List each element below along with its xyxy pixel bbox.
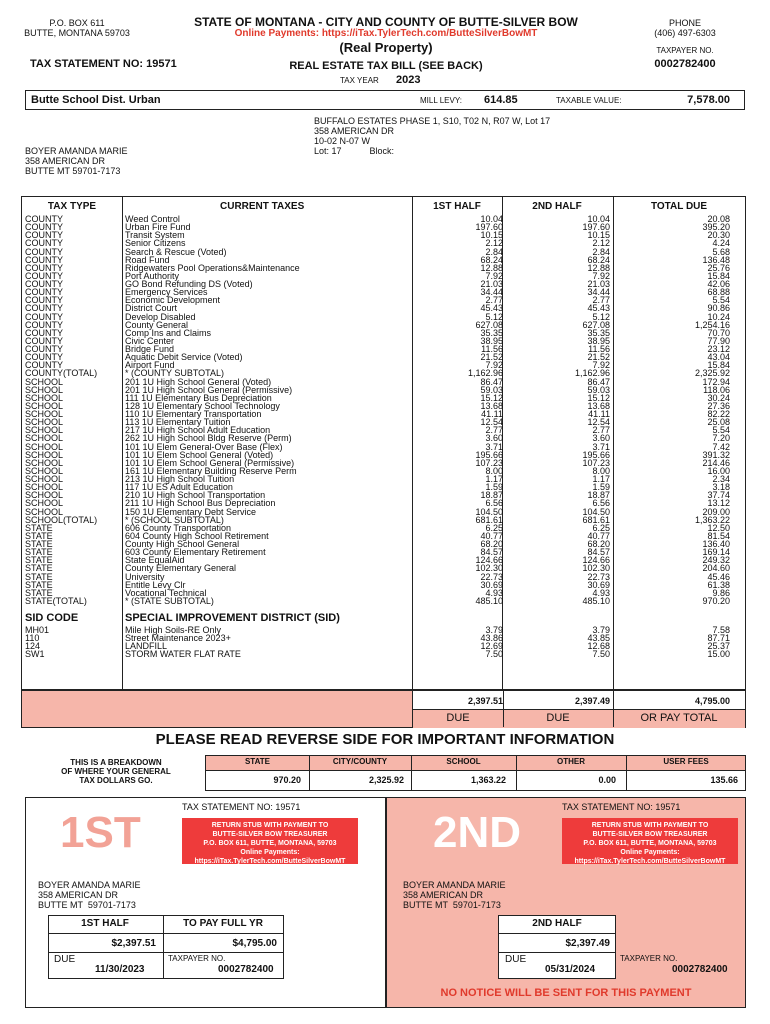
second-stub-return-info: RETURN STUB WITH PAYMENT TO BUTTE-SILVER BOW TREASURER P.O. BOX 611, BUTTE, MONTANA, 59703 Online Payments: https://iTax.TylerTech.com/ButteSilverBowMT xyxy=(562,818,738,864)
sid-first-half: 3.79 43.86 12.69 7.50 xyxy=(480,625,503,660)
first-stub-taxpayer-label: TAXPAYER NO. xyxy=(168,954,226,963)
breakdown-header-city-county: CITY/COUNTY xyxy=(332,757,388,766)
online-payments-link[interactable]: Online Payments: https://iTax.TylerTech.com/ButteSilverBowMT xyxy=(234,28,538,39)
breakdown-other: 0.00 xyxy=(598,775,616,785)
second-stub-half-label: 2ND HALF xyxy=(532,918,582,929)
total-first-half: 2,397.51 xyxy=(467,696,503,706)
first-stub-statement: TAX STATEMENT NO: 19571 xyxy=(182,802,301,812)
taxable-value-label: TAXABLE VALUE: xyxy=(556,96,622,105)
owner-street: 358 AMERICAN DR xyxy=(25,156,106,166)
breakdown-header-user-fees: USER FEES xyxy=(663,757,709,766)
first-half-column: 10.04 197.60 10.15 2.12 2.84 68.24 12.88 7.92 21.03 34.44 2.77 45.43 5.12 627.08 35.35 38.95 11.56 21.52 7.92 1,162.96 86.47 59.03 15.12 13.68 41.11 12.54 2.77 3.60 3.71 195.66 107.23 8.00 1.17 1.59 18.87 6.56 104.50 681.61 6.25 40.77 68.20 84.57 124.66 102.30 22.73 30.69 4.93 485.10 xyxy=(467,214,503,606)
first-stub-due-label: DUE xyxy=(54,954,76,965)
header-first-half: 1ST HALF xyxy=(433,201,481,212)
breakdown-school: 1,363.22 xyxy=(470,775,506,785)
owner-address xyxy=(25,146,128,176)
legal-line: BUFFALO ESTATES PHASE 1, S10, T02 N, R07 W, Lot 17 xyxy=(314,116,551,126)
second-stub-taxpayer-label: TAXPAYER NO. xyxy=(620,954,678,963)
first-stub-full-label: TO PAY FULL YR xyxy=(183,918,263,929)
breakdown-user-fees: 135.66 xyxy=(710,775,738,785)
owner-name: BOYER AMANDA MARIE xyxy=(25,146,128,156)
description-column: Weed Control Urban Fire Fund Transit System Senior Citizens Search & Rescue (Voted) Road Fund Ridgewaters Pool Operations&Maintenance Port Authority GO Bond Refunding DS (Voted) Emergency Services Economic Development District Court Develop Disabled County General Comp Ins and Claims Civic Center Bridge Fund Aquatic Debit Service (Voted) Airport Fund * (COUNTY SUBTOTAL) 201 1U High School General (Voted) 201 1U High School General (Permissive) 111 1U Elementary Bus Depreciation 128 1U Elementary School Technology 110 1U Elementary Transportation 113 1U Elementary Tuition 217 1U High School Adult Education 262 1U High School Bldg Reserve (Perm) 101 1U Elem General-Over Base (Flex) 101 1U Elem School General (Voted) 101 1U Elem School General (Permissive) 161 1U Elementary Building Reserve Perm 213 1U High School Tuition 117 1U ES Adult Education 210 1U High School Transportation 211 1U High School Bus Depreciation 150 1U Elementary Debt Service * (SCHOOL SUBTOTAL) 606 County Transportation 604 County High School Retirement County High School General 603 County Elementary Retirement State EqualAid County Elementary General University Entitle Levy Clr Vocational Technical * (STATE SUBTOTAL) xyxy=(125,214,300,606)
due-first-label: DUE xyxy=(446,712,470,724)
real-estate-bill-title: REAL ESTATE TAX BILL (SEE BACK) xyxy=(289,60,483,72)
total-full-year: 4,795.00 xyxy=(694,696,730,706)
sid-descriptions: Mile High Soils-RE Only Street Maintenance 2023+ LANDFILL STORM WATER FLAT RATE xyxy=(125,625,241,660)
header-tax-type: TAX TYPE xyxy=(47,201,97,212)
second-stub-statement: TAX STATEMENT NO: 19571 xyxy=(562,802,681,812)
second-stub-half-amount: $2,397.49 xyxy=(565,938,610,949)
first-stub-full-amount: $4,795.00 xyxy=(232,938,277,949)
first-stub-taxpayer-no: 0002782400 xyxy=(218,964,274,975)
header-total-due: TOTAL DUE xyxy=(650,201,708,212)
legal-description xyxy=(314,116,550,156)
owner-city: BUTTE MT 59701-7173 xyxy=(25,166,121,176)
legal-line: 358 AMERICAN DR xyxy=(314,126,395,136)
first-stub-big-label: 1ST xyxy=(60,808,141,857)
first-stub-return-info: RETURN STUB WITH PAYMENT TO BUTTE-SILVER BOW TREASURER P.O. BOX 611, BUTTE, MONTANA, 59703 Online Payments: https://iTax.TylerTech.com/ButteSilverBowMT xyxy=(182,818,358,864)
sid-codes: MH01 110 124 SW1 xyxy=(25,625,50,660)
due-second-label: DUE xyxy=(546,712,570,724)
breakdown-header-state: STATE xyxy=(244,757,271,766)
header-current-taxes: CURRENT TAXES xyxy=(220,201,305,212)
breakdown-header-other: OTHER xyxy=(557,757,585,766)
first-stub-due-date: 11/30/2023 xyxy=(95,964,145,975)
second-half-column: 10.04 197.60 10.15 2.12 2.84 68.24 12.88 7.92 21.03 34.44 2.77 45.43 5.12 627.08 35.35 38.95 11.56 21.52 7.92 1,162.96 86.47 59.03 15.12 13.68 41.11 12.54 2.77 3.60 3.71 195.66 107.23 8.00 1.17 1.59 18.87 6.56 104.50 681.61 6.25 40.77 68.20 84.57 124.66 102.30 22.73 30.69 4.93 485.10 xyxy=(574,214,610,606)
total-second-half: 2,397.49 xyxy=(574,696,610,706)
breakdown-state: 970.20 xyxy=(273,775,301,785)
statement-number: TAX STATEMENT NO: 19571 xyxy=(30,58,177,70)
sid-total-due: 7.58 87.71 25.37 15.00 xyxy=(707,625,730,660)
second-stub-owner: BOYER AMANDA MARIE 358 AMERICAN DR BUTTE MT 59701-7173 xyxy=(403,880,506,910)
header-second-half: 2ND HALF xyxy=(532,201,582,212)
or-pay-total-label: OR PAY TOTAL xyxy=(640,712,718,724)
first-stub-half-amount: $2,397.51 xyxy=(111,938,156,949)
first-stub-half-label: 1ST HALF xyxy=(81,918,129,929)
legal-line: 10-02 N-07 W xyxy=(314,136,371,146)
second-stub-due-label: DUE xyxy=(505,954,527,965)
mill-levy-label: MILL LEVY: xyxy=(420,96,462,105)
totals-shaded-box xyxy=(21,690,413,728)
bill-title: STATE OF MONTANA - CITY AND COUNTY OF BUTTE-SILVER BOW xyxy=(194,15,578,29)
property-type: (Real Property) xyxy=(339,40,433,55)
tax-type-column: COUNTY COUNTY COUNTY COUNTY COUNTY COUNTY COUNTY COUNTY COUNTY COUNTY COUNTY COUNTY COUNTY COUNTY COUNTY COUNTY COUNTY COUNTY COUNTY COUNTY(TOTAL) SCHOOL SCHOOL SCHOOL SCHOOL SCHOOL SCHOOL SCHOOL SCHOOL SCHOOL SCHOOL SCHOOL SCHOOL SCHOOL SCHOOL SCHOOL SCHOOL SCHOOL SCHOOL(TOTAL) STATE STATE STATE STATE STATE STATE STATE STATE STATE STATE(TOTAL) xyxy=(25,214,98,606)
second-stub-due-date: 05/31/2024 xyxy=(545,964,596,975)
second-stub-big-label: 2ND xyxy=(433,808,522,857)
first-stub-owner: BOYER AMANDA MARIE 358 AMERICAN DR BUTTE MT 59701-7173 xyxy=(38,880,141,910)
breakdown-header-school: SCHOOL xyxy=(446,757,481,766)
tax-year-label: TAX YEAR xyxy=(340,76,379,85)
phone-label: PHONE xyxy=(668,18,701,28)
city-line: BUTTE, MONTANA 59703 xyxy=(24,28,130,38)
lot-label: Lot: 17 xyxy=(314,146,342,156)
taxpayer-number: 0002782400 xyxy=(654,58,716,70)
taxpayer-no-label: TAXPAYER NO. xyxy=(656,46,714,55)
tax-year: 2023 xyxy=(396,74,421,86)
district-name: Butte School Dist. Urban xyxy=(31,94,161,106)
taxable-value: 7,578.00 xyxy=(687,94,730,106)
breakdown-label: THIS IS A BREAKDOWN OF WHERE YOUR GENERAL TAX DOLLARS GO. xyxy=(61,758,171,785)
sid-title: SPECIAL IMPROVEMENT DISTRICT (SID) xyxy=(125,612,340,624)
total-due-column: 20.08 395.20 20.30 4.24 5.68 136.48 25.76 15.84 42.06 68.88 5.54 90.86 10.24 1,254.16 70.70 77.90 23.12 43.04 15.84 2,325.92 172.94 118.06 30.24 27.36 82.22 25.08 5.54 7.20 7.42 391.32 214.46 16.00 2.34 3.18 37.74 13.12 209.00 1,363.22 12.50 81.54 136.40 169.14 249.32 204.60 45.46 61.38 9.86 970.20 xyxy=(694,214,730,606)
breakdown-city-county: 2,325.92 xyxy=(368,775,404,785)
sid-second-half: 3.79 43.85 12.68 7.50 xyxy=(587,625,610,660)
second-stub-taxpayer-no: 0002782400 xyxy=(672,964,728,975)
no-notice-warning: NO NOTICE WILL BE SENT FOR THIS PAYMENT xyxy=(440,987,692,999)
sid-code-header: SID CODE xyxy=(25,612,79,624)
phone-number: (406) 497-6303 xyxy=(654,28,716,38)
reverse-side-notice: PLEASE READ REVERSE SIDE FOR IMPORTANT INFORMATION xyxy=(155,731,615,748)
block-label: Block: xyxy=(369,146,395,156)
mill-levy: 614.85 xyxy=(484,94,518,106)
po-box: P.O. BOX 611 xyxy=(49,18,105,28)
